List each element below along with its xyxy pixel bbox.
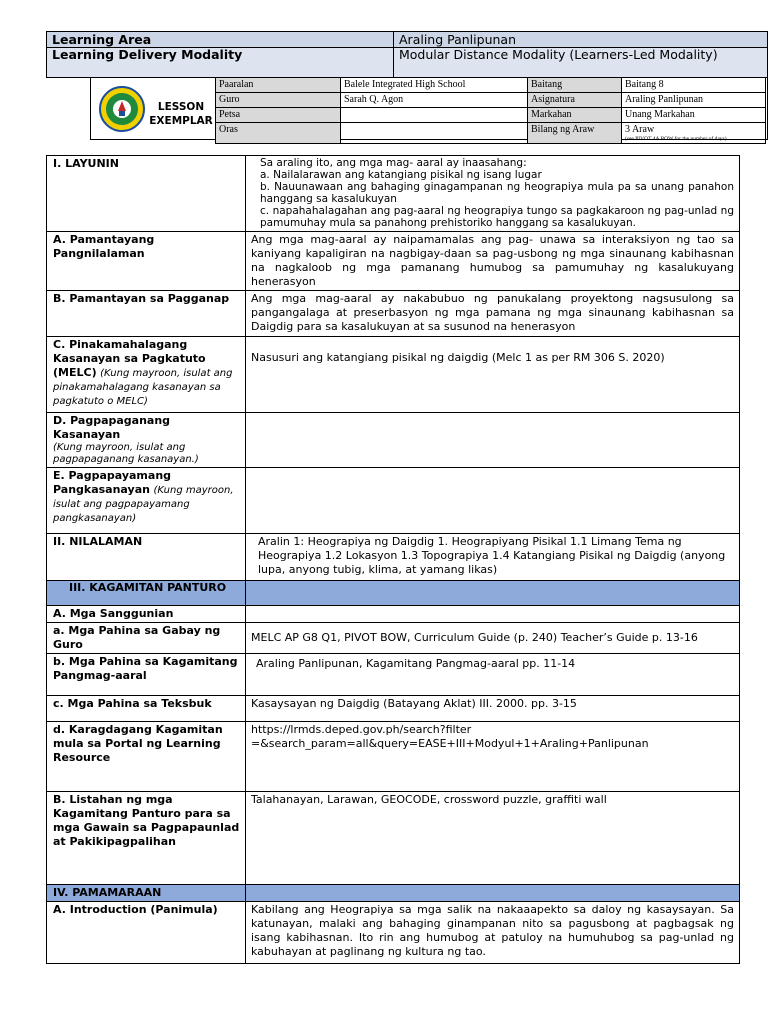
- nilalaman-row: [47, 534, 740, 581]
- kagamitan-label: III. KAGAMITAN PANTURO: [47, 581, 246, 606]
- modality-label: Learning Delivery Modality: [47, 48, 394, 78]
- pamantayang-pangnilalaman-value: Ang mga mag-aaral ay naipamamalas ang pag- unawa sa interaksiyon ng tao sa kaniyang kapaligiran na nagbigay-daan sa pag-usbong ng mga sinaunang kabihasnan na nagkaloob ng mga pamanang humubog sa pamumuhay ng kasalukuyang henerasyon: [246, 232, 740, 291]
- pagpapayamang-value: [246, 468, 740, 534]
- lesson-exemplar-title: LESSON EXEMPLAR: [149, 101, 213, 127]
- pagpapayamang-label: E. Pagpapayamang Pangkasanayan: [53, 469, 172, 496]
- melc-value: Nasusuri ang katangiang pisikal ng daigdig (Melc 1 as per RM 306 S. 2020): [246, 337, 740, 413]
- exemplar-row: Paaralan Balele Integrated High School Baitang Baitang 8: [216, 78, 766, 93]
- kagamitang-label: b. Mga Pahina sa Kagamitang Pangmag-aaral: [47, 654, 246, 696]
- listahan-value: Talahanayan, Larawan, GEOCODE, crossword puzzle, graffiti wall: [246, 792, 740, 885]
- kagamitang-row: [47, 654, 740, 696]
- pamantayan-pagganap-value: Ang mga mag-aaral ay nakabubuo ng panukalang proyektong nagsusulong sa pangangalaga at preserbasyon ng mga pamana ng mga sinaunang kabihasnan sa Daigdig para sa kasalukuyan at sa susunod na henerasyon: [246, 291, 740, 337]
- learning-area-value: Araling Panlipunan: [394, 32, 768, 48]
- melc-label: C. Pinakamahalagang Kasanayan sa Pagkatuto (MELC): [53, 338, 206, 379]
- introduction-value: Kabilang ang Heograpiya sa mga salik na nakaaapekto sa daloy ng kasaysayan. Sa katunayan, malaki ang bahaging ginampanan nito sa pagusbong at pagbagsak ng isang kabihasnan. Ito rin ang humubog at patuloy na humuhubog sa pag-unlad ng kabuhayan at paglinang ng kultura ng tao.: [246, 902, 740, 964]
- pagpapaganang-value: [246, 413, 740, 468]
- layunin-label: I. LAYUNIN: [47, 156, 246, 232]
- kagamitang-value: Araling Panlipunan, Kagamitang Pangmag-aaral pp. 11-14: [246, 654, 740, 696]
- header-table: [46, 31, 768, 78]
- pagpapayamang-note: (Kung mayroon, isulat ang pagpapayamang pangkasanayan): [53, 485, 234, 524]
- school-seal-icon: [98, 85, 146, 133]
- introduction-label: A. Introduction (Panimula): [47, 902, 246, 964]
- bilang-araw-value: 3 Araw: [625, 124, 655, 135]
- pagpapaganang-label: D. Pagpapaganang Kasanayan: [53, 414, 171, 441]
- introduction-row: [47, 902, 740, 964]
- exemplar-row: Petsa Markahan Unang Markahan: [216, 108, 766, 123]
- lesson-exemplar-box: [90, 77, 768, 140]
- exemplar-row: Guro Sarah Q. Agon Asignatura Araling Panlipunan: [216, 93, 766, 108]
- layunin-row: [47, 156, 740, 232]
- pamantayan-pagganap-label: B. Pamantayan sa Pagganap: [47, 291, 246, 337]
- learning-area-label: Learning Area: [47, 32, 394, 48]
- layunin-item: c. napahahalagahan ang pag-aaral ng heograpiya tungo sa pagkakaroon ng pag-unlad ng pamumuhay mula sa panahong prehistoriko hanggang sa kasalukuyan.: [260, 205, 734, 229]
- gabay-value: MELC AP G8 Q1, PIVOT BOW, Curriculum Guide (p. 240) Teacher’s Guide p. 13-16: [246, 623, 740, 654]
- lr-portal-link[interactable]: https://lrmds.deped.gov.ph/search?filter: [251, 723, 472, 736]
- araw-note: (see PIVOT 4A BOW for the number of days): [625, 136, 727, 142]
- layunin-intro: Sa araling ito, ang mga mag- aaral ay inaasahang:: [260, 157, 527, 169]
- listahan-row: [47, 792, 740, 885]
- pamantayang-pangnilalaman-row: [47, 232, 740, 291]
- pagpapaganang-note: (Kung mayroon, isulat ang pagpapaganang kasanayan.): [53, 442, 199, 465]
- sanggunian-label: A. Mga Sanggunian: [47, 606, 246, 623]
- modality-value: Modular Distance Modality (Learners-Led Modality): [394, 48, 768, 78]
- teksbuk-label: c. Mga Pahina sa Teksbuk: [47, 696, 246, 722]
- pagpapayamang-row: [47, 468, 740, 534]
- exemplar-row: Oras Bilang ng Araw 3 Araw (see PIVOT 4A BOW for the number of days): [216, 123, 766, 144]
- pagpapaganang-row: [47, 413, 740, 468]
- teksbuk-value: Kasaysayan ng Daigdig (Batayang Aklat) III. 2000. pp. 3-15: [246, 696, 740, 722]
- listahan-label: B. Listahan ng mga Kagamitang Panturo para sa mga Gawain sa Pagpapaunlad at Pakikipagpalihan: [47, 792, 246, 885]
- melc-row: [47, 337, 740, 413]
- lr-portal-row: [47, 722, 740, 792]
- lr-portal-link[interactable]: =&search_param=all&query=EASE+III+Modyul+1+Araling+Panlipunan: [251, 737, 649, 750]
- layunin-item: a. Nailalarawan ang katangiang pisikal ng isang lugar: [260, 169, 542, 181]
- nilalaman-value: Aralin 1: Heograpiya ng Daigdig 1. Heograpiyang Pisikal 1.1 Limang Tema ng Heograpiya 1.2 Lokasyon 1.3 Topograpiya 1.4 Katangiang Pisikal ng Daigdig (anyong lupa, anyong tubig, klima, at yamang likas): [246, 534, 740, 581]
- exemplar-info-grid: [215, 77, 766, 144]
- pamantayan-pagganap-row: [47, 291, 740, 337]
- nilalaman-label: II. NILALAMAN: [47, 534, 246, 581]
- lesson-plan-table: [46, 155, 740, 964]
- teksbuk-row: [47, 696, 740, 722]
- gabay-label: a. Mga Pahina sa Gabay ng Guro: [47, 623, 246, 654]
- pamamaraan-label: IV. PAMAMARAAN: [47, 885, 246, 902]
- gabay-row: [47, 623, 740, 654]
- melc-note: (Kung mayroon, isulat ang pinakamahalagang kasanayan sa pagkatuto o MELC): [53, 368, 233, 407]
- kagamitan-row: [47, 581, 740, 606]
- pamantayang-pangnilalaman-label: A. Pamantayang Pangnilalaman: [47, 232, 246, 291]
- sanggunian-row: [47, 606, 740, 623]
- layunin-item: b. Nauunawaan ang bahaging ginagampanan ng heograpiya mula pa sa unang panahon hanggang sa kasalukuyan: [260, 181, 734, 205]
- pamamaraan-row: [47, 885, 740, 902]
- lr-portal-label: d. Karagdagang Kagamitan mula sa Portal ng Learning Resource: [47, 722, 246, 792]
